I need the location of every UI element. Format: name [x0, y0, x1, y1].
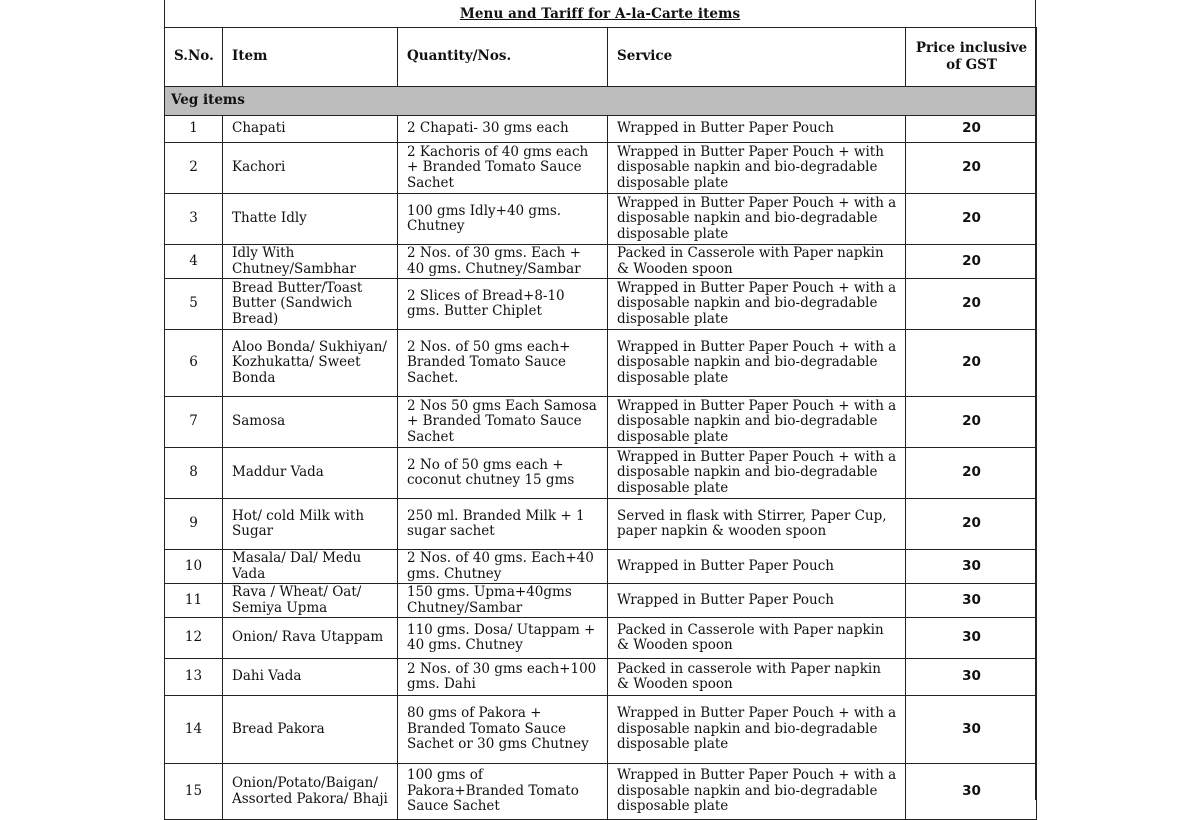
row-quantity: 250 ml. Branded Milk + 1 sugar sachet [398, 499, 608, 550]
row-price: 20 [906, 397, 1037, 448]
row-service: Packed in Casserole with Paper napkin & Wooden spoon [608, 618, 906, 659]
page-title: Menu and Tariff for A-la-Carte items [459, 6, 741, 22]
row-item: Onion/Potato/Baigan/ Assorted Pakora/ Bhaji [223, 764, 398, 820]
row-service: Wrapped in Butter Paper Pouch + with disposable napkin and bio-degradable disposable plate [608, 143, 906, 194]
row-item: Onion/ Rava Utappam [223, 618, 398, 659]
row-item: Chapati [223, 116, 398, 143]
row-quantity: 100 gms Idly+40 gms. Chutney [398, 194, 608, 245]
row-sno: 7 [165, 397, 223, 448]
section-row [165, 87, 1037, 116]
row-sno: 6 [165, 330, 223, 397]
row-item: Maddur Vada [223, 448, 398, 499]
table-header-row [165, 28, 1037, 87]
row-quantity: 2 Nos. of 30 gms each+100 gms. Dahi [398, 659, 608, 696]
row-quantity: 2 Nos. of 40 gms. Each+40 gms. Chutney [398, 550, 608, 584]
row-service: Wrapped in Butter Paper Pouch + with a disposable napkin and bio-degradable disposable plate [608, 194, 906, 245]
row-sno: 13 [165, 659, 223, 696]
row-price: 20 [906, 194, 1037, 245]
table-row [165, 550, 1037, 584]
table-row [165, 584, 1037, 618]
row-quantity: 110 gms. Dosa/ Utappam + 40 gms. Chutney [398, 618, 608, 659]
row-sno: 10 [165, 550, 223, 584]
table-row [165, 330, 1037, 397]
row-sno: 5 [165, 279, 223, 330]
row-sno: 11 [165, 584, 223, 618]
row-service: Wrapped in Butter Paper Pouch + with a disposable napkin and bio-degradable disposable plate [608, 448, 906, 499]
header-quantity: Quantity/Nos. [398, 28, 608, 87]
row-sno: 4 [165, 245, 223, 279]
row-sno: 9 [165, 499, 223, 550]
table-row [165, 499, 1037, 550]
section-label: Veg items [165, 87, 1037, 116]
header-sno: S.No. [165, 28, 223, 87]
row-item: Aloo Bonda/ Sukhiyan/ Kozhukatta/ Sweet Bonda [223, 330, 398, 397]
row-service: Wrapped in Butter Paper Pouch + with a disposable napkin and bio-degradable disposable plate [608, 764, 906, 820]
row-price: 20 [906, 448, 1037, 499]
row-quantity: 2 Nos. of 50 gms each+ Branded Tomato Sauce Sachet. [398, 330, 608, 397]
row-service: Packed in casserole with Paper napkin & Wooden spoon [608, 659, 906, 696]
row-quantity: 2 Chapati- 30 gms each [398, 116, 608, 143]
row-price: 20 [906, 245, 1037, 279]
row-item: Idly With Chutney/Sambhar [223, 245, 398, 279]
row-price: 20 [906, 143, 1037, 194]
header-service: Service [608, 28, 906, 87]
row-quantity: 80 gms of Pakora + Branded Tomato Sauce Sachet or 30 gms Chutney [398, 696, 608, 764]
row-price: 20 [906, 330, 1037, 397]
header-item: Item [223, 28, 398, 87]
row-item: Masala/ Dal/ Medu Vada [223, 550, 398, 584]
table-row [165, 764, 1037, 820]
row-service: Served in flask with Stirrer, Paper Cup, paper napkin & wooden spoon [608, 499, 906, 550]
row-price: 30 [906, 584, 1037, 618]
row-item: Bread Butter/Toast Butter (Sandwich Bread) [223, 279, 398, 330]
row-quantity: 150 gms. Upma+40gms Chutney/Sambar [398, 584, 608, 618]
row-service: Wrapped in Butter Paper Pouch + with a disposable napkin and bio-degradable disposable plate [608, 696, 906, 764]
table-row [165, 279, 1037, 330]
row-service: Wrapped in Butter Paper Pouch [608, 550, 906, 584]
row-price: 30 [906, 696, 1037, 764]
row-sno: 12 [165, 618, 223, 659]
table-row [165, 397, 1037, 448]
table-row [165, 116, 1037, 143]
row-price: 30 [906, 618, 1037, 659]
row-quantity: 2 No of 50 gms each + coconut chutney 15 gms [398, 448, 608, 499]
document-page [164, 0, 1036, 815]
row-price: 20 [906, 116, 1037, 143]
row-service: Wrapped in Butter Paper Pouch + with a disposable napkin and bio-degradable disposable plate [608, 330, 906, 397]
row-quantity: 2 Nos 50 gms Each Samosa + Branded Tomato Sauce Sachet [398, 397, 608, 448]
row-item: Hot/ cold Milk with Sugar [223, 499, 398, 550]
row-item: Rava / Wheat/ Oat/ Semiya Upma [223, 584, 398, 618]
row-price: 30 [906, 764, 1037, 820]
row-quantity: 2 Kachoris of 40 gms each + Branded Tomato Sauce Sachet [398, 143, 608, 194]
table-row [165, 143, 1037, 194]
row-price: 20 [906, 279, 1037, 330]
row-service: Wrapped in Butter Paper Pouch + with a disposable napkin and bio-degradable disposable plate [608, 397, 906, 448]
row-sno: 14 [165, 696, 223, 764]
row-service: Wrapped in Butter Paper Pouch [608, 116, 906, 143]
table-row [165, 245, 1037, 279]
row-quantity: 100 gms of Pakora+Branded Tomato Sauce Sachet [398, 764, 608, 820]
row-item: Dahi Vada [223, 659, 398, 696]
header-price: Price inclusive of GST [906, 28, 1037, 87]
row-service: Wrapped in Butter Paper Pouch + with a disposable napkin and bio-degradable disposable plate [608, 279, 906, 330]
row-service: Packed in Casserole with Paper napkin & Wooden spoon [608, 245, 906, 279]
row-item: Kachori [223, 143, 398, 194]
row-sno: 15 [165, 764, 223, 820]
table-row [165, 618, 1037, 659]
row-sno: 2 [165, 143, 223, 194]
table-row [165, 696, 1037, 764]
row-price: 30 [906, 550, 1037, 584]
row-service: Wrapped in Butter Paper Pouch [608, 584, 906, 618]
row-item: Samosa [223, 397, 398, 448]
row-price: 30 [906, 659, 1037, 696]
row-sno: 1 [165, 116, 223, 143]
table-row [165, 194, 1037, 245]
tariff-table [164, 27, 1037, 820]
table-row [165, 659, 1037, 696]
row-quantity: 2 Slices of Bread+8-10 gms. Butter Chiplet [398, 279, 608, 330]
row-item: Bread Pakora [223, 696, 398, 764]
row-quantity: 2 Nos. of 30 gms. Each + 40 gms. Chutney/Sambar [398, 245, 608, 279]
table-row [165, 448, 1037, 499]
row-price: 20 [906, 499, 1037, 550]
row-sno: 3 [165, 194, 223, 245]
row-item: Thatte Idly [223, 194, 398, 245]
row-sno: 8 [165, 448, 223, 499]
